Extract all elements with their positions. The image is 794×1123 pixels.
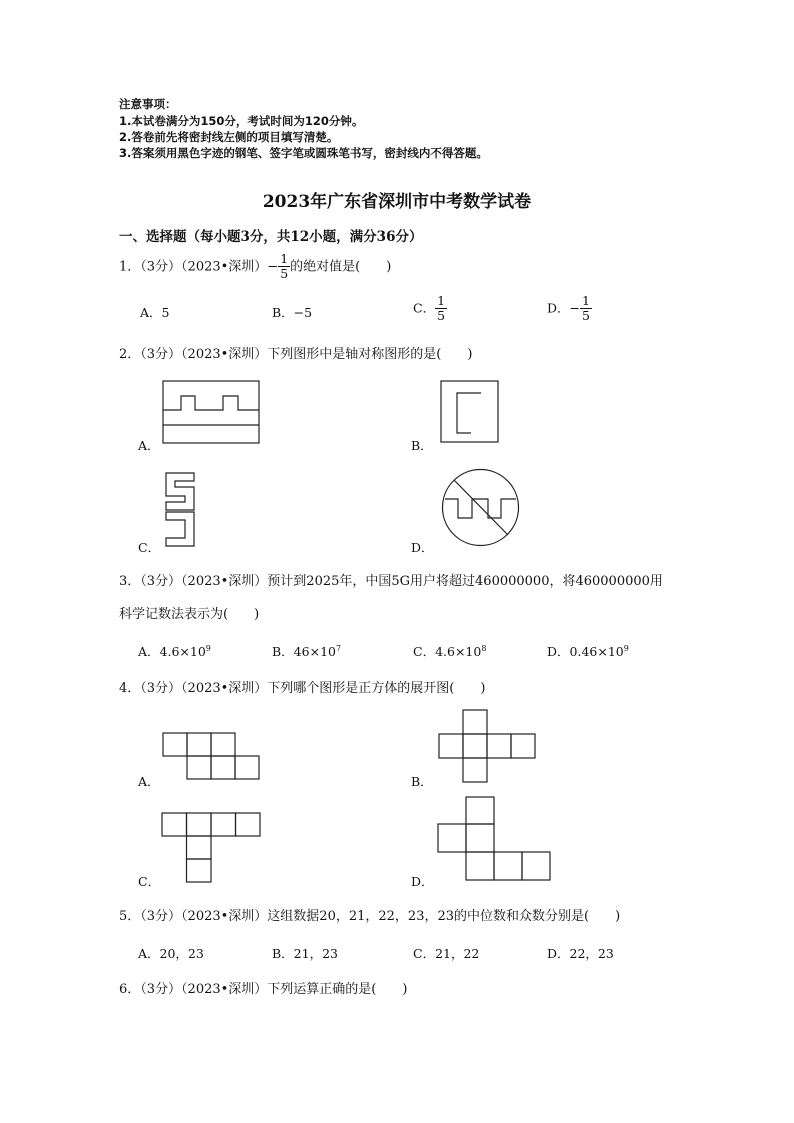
- question-5-option-d[interactable]: D．22，23: [547, 946, 614, 961]
- fraction-denominator: 5: [582, 308, 590, 324]
- q4-net-b: [439, 710, 536, 784]
- notice-line-3: 3.答案须用黑色字迹的钢笔、签字笔或圆珠笔书写，密封线内不得答题。: [119, 146, 488, 160]
- fraction-denominator: 5: [437, 308, 446, 324]
- question-1-prefix: 1．（3分）（2023•深圳）: [119, 259, 268, 275]
- option-base: B．46×10: [272, 644, 336, 659]
- notice-line-1: 1.本试卷满分为150分，考试时间为120分钟。: [119, 114, 364, 128]
- question-3-option-a[interactable]: [138, 642, 211, 660]
- question-2-option-c[interactable]: C．: [138, 540, 161, 555]
- option-base: D．0.46×10: [547, 644, 624, 659]
- option-base: A．4.6×10: [138, 644, 206, 659]
- question-1-option-a[interactable]: A．5: [140, 305, 170, 320]
- question-2-option-b[interactable]: B．: [411, 438, 433, 453]
- question-5: 5．（3分）（2023•深圳）这组数据20，21，22，23，23的中位数和众数分别是( ): [119, 909, 621, 924]
- question-4-option-d[interactable]: D．: [411, 874, 434, 889]
- q2-figure-d: [442, 469, 520, 547]
- question-2: 2．（3分）（2023•深圳）下列图形中是轴对称图形的是( ): [119, 347, 473, 362]
- question-2-option-a[interactable]: A．: [138, 438, 160, 453]
- question-1-option-d[interactable]: [547, 294, 592, 324]
- fraction-numerator: 1: [437, 293, 446, 308]
- question-4-option-b[interactable]: B．: [411, 774, 433, 789]
- question-1-minus: −: [267, 259, 279, 275]
- q4-net-a: [163, 733, 260, 781]
- notice-line-2: 2.答卷前先将密封线左侧的项目填写清楚。: [119, 130, 339, 144]
- option-exponent: 9: [205, 643, 211, 653]
- question-5-option-c[interactable]: C．21，22: [413, 946, 480, 961]
- question-3-option-b[interactable]: [272, 642, 341, 660]
- q2-figure-c: [165, 472, 199, 548]
- question-3-option-c[interactable]: [413, 642, 486, 660]
- question-4-option-c[interactable]: C．: [138, 874, 161, 889]
- q4-net-d: [438, 797, 553, 882]
- question-4: 4．（3分）（2023•深圳）下列哪个图形是正方体的展开图( ): [119, 681, 486, 696]
- question-1-fraction: [278, 252, 290, 282]
- option-exponent: 8: [481, 643, 487, 653]
- question-1-suffix: 的绝对值是( ): [290, 259, 392, 275]
- q4-net-c: [162, 813, 262, 883]
- q2-figure-a: [163, 381, 260, 444]
- question-3-line-1: 3．（3分）（2023•深圳）预计到2025年，中国5G用户将超过460000000，将460000000用: [119, 574, 663, 589]
- question-5-option-a[interactable]: A．20，23: [138, 946, 204, 961]
- option-exponent: 9: [623, 643, 629, 653]
- q2-figure-b: [441, 381, 499, 443]
- option-exponent: 7: [335, 643, 342, 653]
- exam-title: 2023年广东省深圳市中考数学试卷: [262, 192, 532, 212]
- option-c-label: C．: [413, 300, 436, 316]
- fraction-numerator: 1: [582, 293, 590, 308]
- question-3-option-d[interactable]: [547, 642, 629, 660]
- question-1: [119, 252, 391, 282]
- question-6: 6．（3分）（2023•深圳）下列运算正确的是( ): [119, 982, 408, 997]
- question-1-option-c[interactable]: [413, 294, 447, 324]
- question-2-option-d[interactable]: D．: [411, 540, 434, 555]
- question-3-line-2: 科学记数法表示为( ): [119, 607, 260, 622]
- notice-heading: 注意事项：: [119, 97, 177, 111]
- question-1-option-b[interactable]: B．−5: [272, 305, 313, 320]
- section-heading: 一、选择题（每小题3分，共12小题，满分36分）: [119, 229, 423, 245]
- fraction-denominator: 5: [280, 266, 289, 282]
- question-4-option-a[interactable]: A．: [138, 774, 160, 789]
- option-d-label: D．−: [547, 300, 580, 316]
- question-5-option-b[interactable]: B．21，23: [272, 946, 338, 961]
- fraction-numerator: 1: [280, 251, 289, 266]
- option-base: C．4.6×10: [413, 644, 482, 659]
